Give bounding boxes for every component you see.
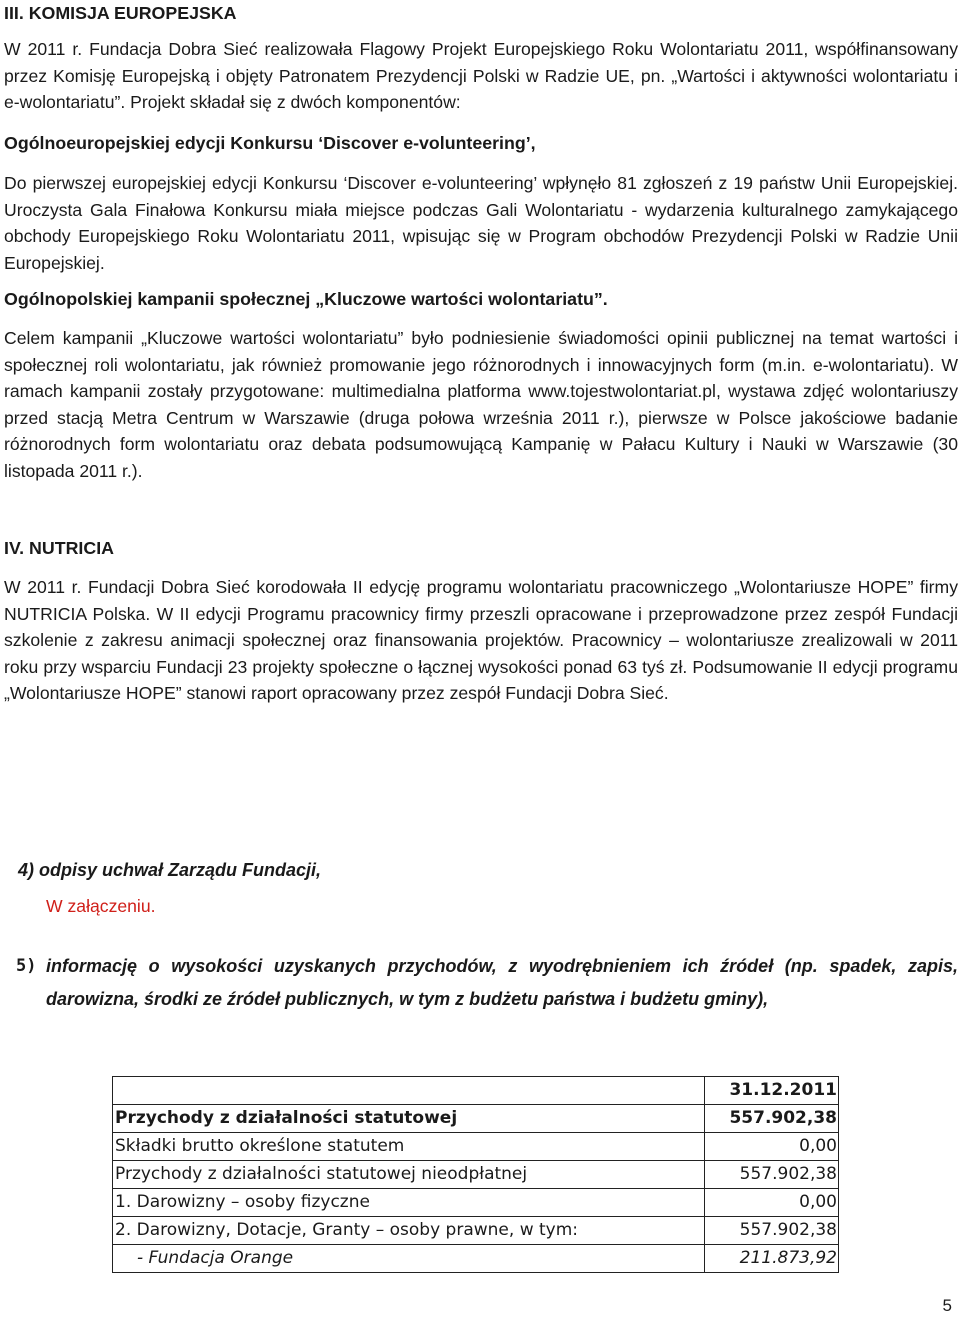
paragraph-komisja-intro: W 2011 r. Fundacja Dobra Sieć realizowała Flagowy Projekt Europejskiego Roku Wolontariatu 2011, współfinansowany przez Komisję Europejską i objęty Patronatem Prezydencji Polski w Radzie UE, pn. „Wartości i aktywności wolontariatu i e-wolontariatu”. Projekt składał się z dwóch komponentów: [4, 39, 958, 112]
table-row [113, 1133, 839, 1161]
section-title-nutricia: IV. NUTRICIA [4, 538, 114, 558]
table-row [113, 1245, 839, 1273]
table-header-date: 31.12.2011 [705, 1077, 839, 1105]
table-row [113, 1217, 839, 1245]
table-cell-value: 0,00 [705, 1133, 839, 1161]
table-cell-value: 557.902,38 [705, 1105, 839, 1133]
list-item-5-text: informację o wysokości uzyskanych przychodów, z wyodrębnieniem ich źródeł (np. spadek, zapis, darowizna, środki ze źródeł publicznych, w tym z budżetu państwa i budżetu gminy), [46, 956, 958, 1009]
table-cell-label: 1. Darowizny – osoby fizyczne [113, 1189, 705, 1217]
list-item-4-heading: 4) odpisy uchwał Zarządu Fundacji, [18, 860, 322, 880]
table-header-label [113, 1077, 705, 1105]
table-cell-value: 557.902,38 [705, 1217, 839, 1245]
table-cell-label: 2. Darowizny, Dotacje, Granty – osoby prawne, w tym: [113, 1217, 705, 1245]
paragraph-kampania: Celem kampanii „Kluczowe wartości wolontariatu” było podniesienie świadomości opinii publicznej na temat wartości i społecznej roli wolontariatu, jak również promowanie jego różnorodnych i innowacyjnych form (m.in. e-wolontariatu). W ramach kampanii zostały przygotowane: multimedialna platforma www.tojestwolontariat.pl, wystawa zdjęć wolontariuszy przed stacją Metra Centrum w Warszawie (druga połowa września 2011 r.), pierwsze w Polsce jakościowe badanie różnorodnych form wolontariatu oraz debata podsumowującą Kampanię w Pałacu Kultury i Nauki w Warszawie (30 listopada 2011 r.). [4, 328, 958, 481]
table-cell-label: Składki brutto określone statutem [113, 1133, 705, 1161]
revenue-table [112, 1076, 839, 1273]
table-row [113, 1105, 839, 1133]
paragraph-konkurs: Do pierwszej europejskiej edycji Konkursu ‘Discover e-volunteering’ wpłynęło 81 zgłoszeń z 19 państw Unii Europejskiej. Uroczysta Gala Finałowa Konkursu miała miejsce podczas Gali Wolontariatu - wydarzenia kulturalnego zamykającego obchody Europejskiego Roku Wolontariatu 2011, wpisując się w Program obchodów Prezydencji Polski w Radzie Unii Europejskiej. [4, 173, 958, 273]
table-cell-label: Przychody z działalności statutowej [113, 1105, 705, 1133]
table-row [113, 1189, 839, 1217]
table-cell-value: 557.902,38 [705, 1161, 839, 1189]
table-cell-value: 211.873,92 [705, 1245, 839, 1273]
page-number: 5 [942, 1296, 952, 1315]
list-item-5-number: 5) [16, 956, 37, 976]
table-cell-value: 0,00 [705, 1189, 839, 1217]
table-row [113, 1161, 839, 1189]
table-header-row [113, 1077, 839, 1105]
table-cell-label: Przychody z działalności statutowej nieodpłatnej [113, 1161, 705, 1189]
section-title-komisja: III. KOMISJA EUROPEJSKA [4, 3, 237, 23]
component-heading-kampania: Ogólnopolskiej kampanii społecznej „Kluczowe wartości wolontariatu”. [4, 289, 608, 309]
list-item-5-heading [16, 950, 958, 1016]
paragraph-nutricia: W 2011 r. Fundacji Dobra Sieć korodowała II edycję programu wolontariatu pracowniczego „Wolontariusze HOPE” firmy NUTRICIA Polska. W II edycji Programu pracownicy firmy przeszli opracowane i przeprowadzone przez zespół Fundacji szkolenie z zakresu animacji społecznej oraz finansowania projektów. Pracownicy – wolontariusze zrealizowali w 2011 roku przy wsparciu Fundacji 23 projekty społeczne o łącznej wysokości ponad 63 tyś zł. Podsumowanie II edycji programu „Wolontariusze HOPE” stanowi raport opracowany przez zespół Fundacji Dobra Sieć. [4, 577, 958, 703]
component-heading-konkurs: Ogólnoeuropejskiej edycji Konkursu ‘Discover e-volunteering’, [4, 133, 536, 153]
list-item-4-note: W załączeniu. [46, 896, 156, 916]
table-cell-label: - Fundacja Orange [113, 1245, 705, 1273]
